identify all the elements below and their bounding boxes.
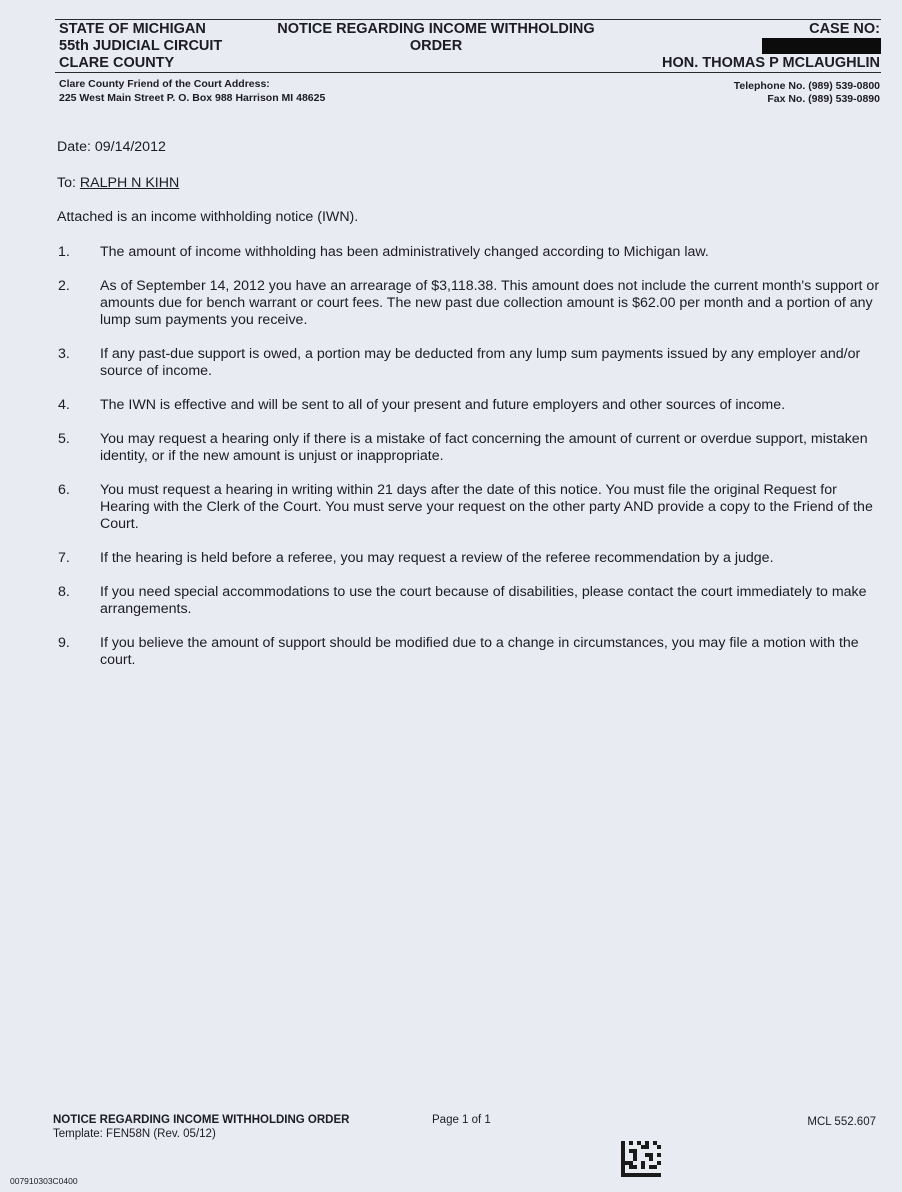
recipient-name: RALPH N KIHN — [79, 175, 180, 191]
item-number: 8. — [58, 584, 70, 600]
list-item — [55, 635, 885, 669]
footer-form-title: NOTICE REGARDING INCOME WITHHOLDING ORDER — [53, 1114, 350, 1126]
item-number: 3. — [58, 346, 70, 362]
list-item — [55, 346, 885, 380]
footer-page-number: Page 1 of 1 — [432, 1114, 491, 1126]
judge-name: HON. THOMAS P MCLAUGHLIN — [661, 55, 880, 71]
item-number: 2. — [58, 278, 70, 294]
list-item — [55, 584, 885, 618]
item-number: 6. — [58, 482, 70, 498]
item-text: If the hearing is held before a referee, you may request a review of the referee recommendation by a judge. — [100, 550, 774, 566]
recipient-label: To: — [57, 175, 76, 191]
item-number: 5. — [58, 431, 70, 447]
header-top-rule — [55, 19, 881, 20]
item-number: 1. — [58, 244, 70, 260]
list-item — [55, 278, 885, 329]
fax-number: Fax No. (989) 539-0890 — [767, 93, 880, 105]
intro-text: Attached is an income withholding notice (IWN). — [57, 209, 359, 225]
item-text: The amount of income withholding has been administratively changed according to Michigan law. — [100, 244, 709, 260]
datamatrix-barcode — [621, 1141, 661, 1177]
list-item — [55, 482, 885, 533]
notice-items-list — [55, 244, 885, 669]
item-text: The IWN is effective and will be sent to all of your present and future employers and other sources of income. — [100, 397, 786, 413]
footer-mcl: MCL 552.607 — [807, 1116, 876, 1128]
list-item — [55, 397, 885, 414]
item-text: If you need special accommodations to use the court because of disabilities, please contact the court immediately to make arrangements. — [100, 584, 867, 617]
list-item — [55, 431, 885, 465]
item-text: You must request a hearing in writing within 21 days after the date of this notice. You must file the original Request for Hearing with the Clerk of the Court. You must serve your request on the other party AND provide a copy to the Friend of the Court. — [100, 482, 873, 532]
telephone-number: Telephone No. (989) 539-0800 — [733, 80, 880, 92]
item-text: As of September 14, 2012 you have an arrearage of $3,118.38. This amount does not include the current month's support or amounts due for bench warrant or court fees. The new past due collection amount is $62.00 per month and a portion of any lump sum payments you receive. — [100, 278, 880, 328]
form-title-line1: NOTICE REGARDING INCOME WITHHOLDING — [277, 21, 595, 37]
circuit-label: 55th JUDICIAL CIRCUIT — [59, 38, 223, 54]
address-label: Clare County Friend of the Court Address: — [59, 78, 270, 90]
item-number: 9. — [58, 635, 70, 651]
item-number: 7. — [58, 550, 70, 566]
court-address: 225 West Main Street P. O. Box 988 Harrison MI 48625 — [59, 92, 326, 104]
list-item — [55, 550, 885, 567]
county-label: CLARE COUNTY — [59, 55, 175, 71]
recipient-line — [57, 175, 179, 192]
list-item — [55, 244, 885, 261]
notice-date: Date: 09/14/2012 — [57, 139, 166, 155]
footer-template: Template: FEN58N (Rev. 05/12) — [53, 1128, 216, 1140]
state-label: STATE OF MICHIGAN — [59, 21, 206, 37]
case-number-label: CASE NO: — [809, 21, 880, 37]
header-bottom-rule — [55, 72, 881, 73]
form-title-line2: ORDER — [409, 38, 463, 54]
item-text: You may request a hearing only if there is a mistake of fact concerning the amount of current or overdue support, mistaken identity, or if the new amount is unjust or inappropriate. — [100, 431, 868, 464]
redacted-case-number — [762, 38, 881, 54]
item-number: 4. — [58, 397, 70, 413]
item-text: If any past-due support is owed, a portion may be deducted from any lump sum payments issued by any employer and/or source of income. — [100, 346, 861, 379]
document-code: 007910303C0400 — [10, 1176, 78, 1186]
item-text: If you believe the amount of support should be modified due to a change in circumstances, you may file a motion with the court. — [100, 635, 859, 668]
